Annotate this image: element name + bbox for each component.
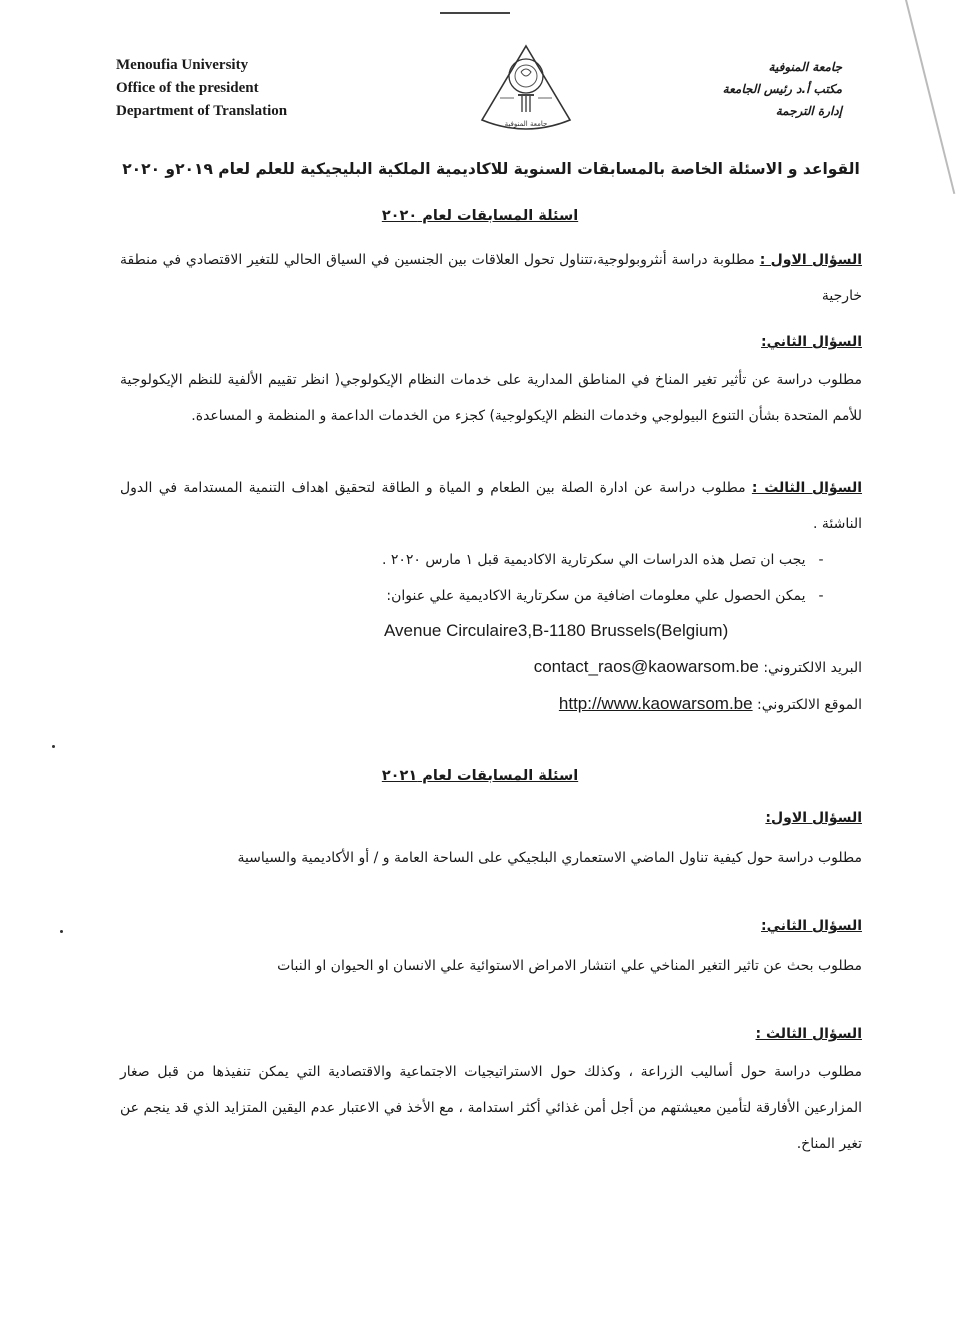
question-2021-1-label: السؤال الاول: [765,810,862,826]
bullet-deadline [120,552,832,568]
question-2021-1-text: مطلوب دراسة حول كيفية تناول الماضي الاستعماري البلجيكي على الساحة العامة و / أو الأكاديمية والسياسية [237,850,862,866]
university-name-en: Menoufia University [116,57,249,73]
bullet-dash: - [818,552,824,568]
header-english [116,54,287,123]
scan-artifact-dot [60,930,63,933]
office-name-en: Office of the president [116,80,259,96]
question-2021-2-text: مطلوب بحث عن تاثير التغير المناخي علي انتشار الامراض الاستوائية علي الانسان او الحيوان او النبات [277,958,862,974]
scan-artifact-line [440,12,510,14]
university-name-ar: جامعة المنوفية [768,60,842,74]
university-logo [478,42,574,134]
question-label: السؤال الثالث : [751,480,863,496]
office-name-ar: مكتب أ.د رئيس الجامعة [722,82,842,96]
website-label: الموقع الالكتروني: [757,697,862,713]
website-link[interactable]: http://www.kaowarsom.be [558,694,753,713]
department-name-en: Department of Translation [116,103,288,119]
question-2021-2-label: السؤال الثاني: [761,918,862,934]
question-2020-1 [120,242,862,314]
scan-artifact-edge [905,0,955,194]
document-title: القواعد و الاسئلة الخاصة بالمسابقات السنوية للاكاديمية الملكية البليجيكية للعلم لعام ٢٠١٩و ٢٠٢٠ [122,160,860,178]
question-2020-2-text: مطلوب دراسة عن تأثير تغير المناخ في المناطق المدارية على خدمات النظام الإيكولوجي( انظر تقييم الألفية للنظم الإيكولوجية للأمم المتحدة بشأن التنوع البيولوجي وخدمات النظم الإيكولوجية) كجزء من الخدمات الداعمة و المنظمة و المساعدة. [120,372,862,424]
header-arabic [723,56,842,122]
question-text: مطلوبة دراسة أنثروبولوجية،تتناول تحول العلاقات بين الجنسين في السياق الحالي للتغير الاقتصادي في منطقة خارجية [120,252,862,304]
email-line [534,657,862,677]
email-label: البريد الالكتروني: [763,660,862,676]
section-heading-2020: اسئلة المسابقات لعام ٢٠٢٠ [381,208,579,224]
question-text: مطلوب دراسة عن ادارة الصلة بين الطعام و المياة و الطاقة لتحقيق اهداف التنمية المستدامة في الدول الناشئة . [120,480,862,532]
postal-address: Avenue Circulaire3,B-1180 Brussels(Belgium) [384,621,729,640]
logo-caption: جامعة المنوفية [504,120,548,128]
bullet-text: يمكن الحصول علي معلومات اضافية من سكرتارية الاكاديمية علي عنوان: [386,588,806,604]
bullet-contact-info [120,588,832,604]
department-name-ar: إدارة الترجمة [775,104,842,118]
question-2021-3-text: مطلوب دراسة حول أساليب الزراعة ، وكذلك حول الاستراتيجيات الاجتماعية والاقتصادية التي يمكن تنفيذها من قبل صغار المزارعين الأفارقة لتأمين معيشتهم من أجل أمن غذائي أكثر استدامة ، مع الأخذ في الاعتبار عدم اليقين المتزايد الذي قد ينجم عن تغير المناخ. [120,1064,862,1152]
bullet-dash: - [818,588,824,604]
question-2020-2-label: السؤال الثاني: [761,334,862,350]
bullet-text: يجب ان تصل هذه الدراسات الي سكرتارية الاكاديمية قبل ١ مارس ٢٠٢٠ . [381,552,806,568]
question-2020-3 [120,470,862,542]
question-label: السؤال الاول : [759,252,863,268]
section-heading-2021: اسئلة المسابقات لعام ٢٠٢١ [381,768,579,784]
email-address[interactable]: contact_raos@kaowarsom.be [533,657,759,676]
scan-artifact-dot [52,745,55,748]
website-line [559,694,862,714]
question-2021-3-label: السؤال الثالث : [755,1026,862,1042]
